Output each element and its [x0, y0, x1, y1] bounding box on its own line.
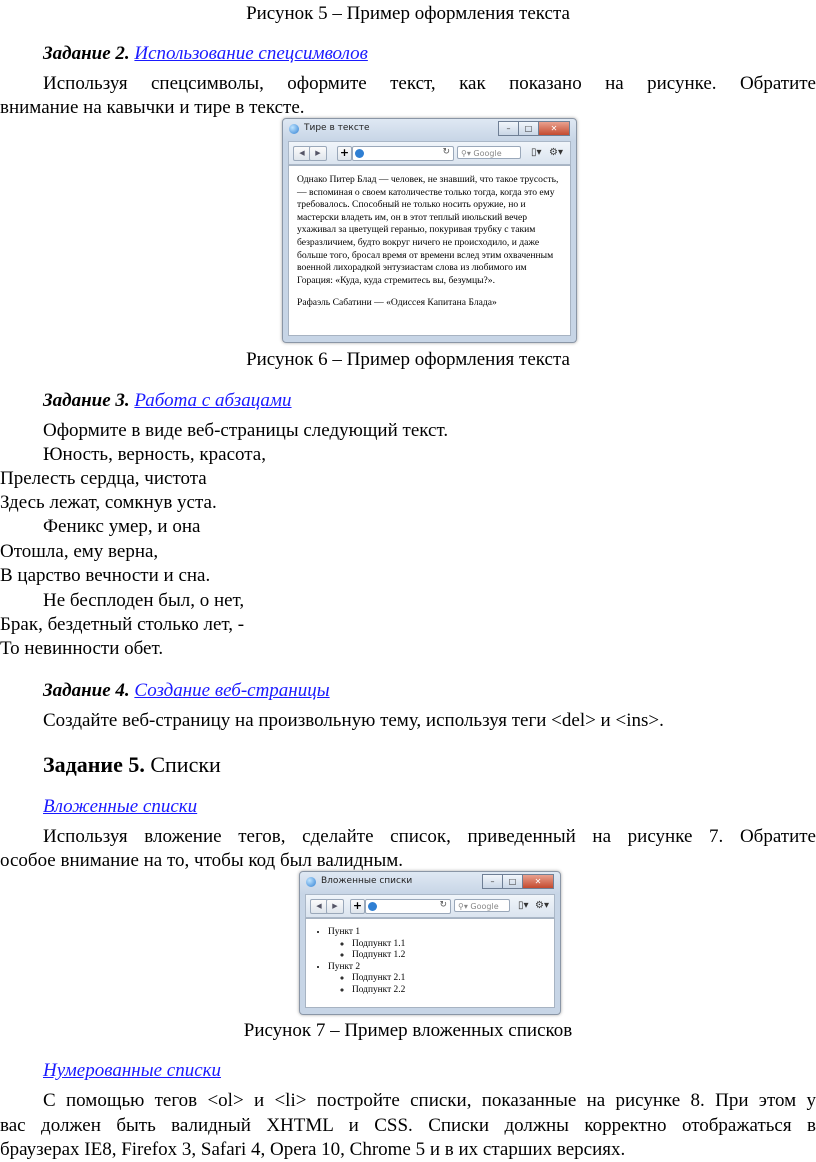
reload-icon[interactable]: ↻	[439, 900, 447, 910]
task-2-text-line1: Используя спецсимволы, оформите текст, как показано на рисунке. Обратите	[43, 73, 816, 94]
figure-7-caption: Рисунок 7 – Пример вложенных списков	[243, 1020, 573, 1041]
search-icon: ⚲▾	[461, 149, 471, 158]
window-title: Вложенные списки	[321, 876, 413, 886]
page-menu-icon[interactable]: ▯▾	[518, 900, 529, 911]
list-item-label: Пункт 2	[328, 961, 361, 972]
search-box[interactable]	[457, 146, 521, 159]
close-icon[interactable]: ✕	[538, 121, 570, 136]
page-globe-icon	[355, 149, 364, 158]
task-4-text: Создайте веб-страницу на произвольную тему, используя теги <del> и <ins>.	[43, 710, 664, 731]
nested-text-line2: особое внимание на то, чтобы код был валидным.	[0, 850, 403, 871]
browser-toolbar	[288, 141, 571, 165]
task-3-intro: Оформите в виде веб-страницы следующий текст.	[43, 420, 449, 441]
list-item	[328, 962, 405, 997]
browser-icon	[306, 877, 316, 887]
browser-viewport	[288, 165, 571, 336]
poem-line: Здесь лежат, сомкнув уста.	[0, 492, 217, 513]
forward-arrow-icon[interactable]: ▶	[326, 899, 344, 914]
numbered-text-line3: браузерах IE8, Firefox 3, Safari 4, Opera 10, Chrome 5 и в их старших версиях.	[0, 1139, 626, 1160]
list-item	[328, 927, 405, 962]
back-arrow-icon[interactable]: ◀	[293, 146, 311, 161]
nested-lists-link[interactable]: Вложенные списки	[43, 796, 198, 817]
address-bar[interactable]	[365, 899, 451, 914]
browser-toolbar	[305, 894, 555, 918]
task-3-link[interactable]: Работа с абзацами	[134, 390, 292, 411]
task-2-label: Задание 2.	[43, 43, 130, 64]
search-icon: ⚲▾	[458, 902, 468, 911]
window-titlebar	[300, 872, 560, 892]
forward-arrow-icon[interactable]: ▶	[309, 146, 327, 161]
poem-line: Отошла, ему верна,	[0, 541, 159, 562]
inner-list	[328, 973, 405, 996]
task-4-label: Задание 4.	[43, 680, 130, 701]
poem-line: Прелесть сердца, чистота	[0, 468, 207, 489]
quote-signature: Рафаэль Сабатини — «Одиссея Капитана Блада»	[297, 297, 497, 309]
search-placeholder: Google	[470, 902, 499, 911]
sub-list-item: ◦ Подпункт 2.1	[352, 973, 405, 985]
list-item-label: Пункт 1	[328, 927, 361, 937]
poem-line: Брак, бездетный столько лет, -	[0, 614, 245, 635]
quote-paragraph: Однако Питер Блад — человек, не знавший, что такое трусость, — вспоминая о своем католичестве только тогда, когда это ему требовалось. Способный не только носить оружие, но и мастерски владеть им, он в этот теплый июльский вечер ухаживал за цветущей геранью, покуривая трубку с таким безразличием, будто вокруг ничего не происходило, и даже больше того, бросал время от времени вслед этим охваченным военной лихорадкой энтузиастам слова из любимого им Горация: «Куда, куда стремитесь вы, безумцы?».	[297, 174, 559, 286]
new-tab-plus-icon[interactable]: +	[337, 146, 352, 161]
window-titlebar	[283, 119, 576, 139]
task-4-heading	[43, 679, 330, 703]
task-2-heading	[43, 42, 368, 66]
search-box[interactable]	[454, 899, 510, 912]
nested-text-line1: Используя вложение тегов, сделайте список, приведенный на рисунке 7. Обратите	[43, 826, 816, 847]
minimize-icon[interactable]: –	[498, 121, 519, 136]
task-4-link[interactable]: Создание веб-страницы	[134, 680, 330, 701]
inner-list	[328, 939, 405, 962]
figure-6-caption: Рисунок 6 – Пример оформления текста	[246, 349, 570, 370]
numbered-lists-heading	[43, 1059, 221, 1083]
minimize-icon[interactable]: –	[482, 874, 503, 889]
figure-5-caption: Рисунок 5 – Пример оформления текста	[246, 3, 570, 24]
task-5-title: Списки	[150, 752, 221, 777]
poem-line: Юность, верность, красота,	[43, 444, 266, 465]
poem-line: Феникс умер, и она	[43, 516, 201, 537]
task-3-label: Задание 3.	[43, 390, 130, 411]
address-bar[interactable]	[352, 146, 454, 161]
browser-window-nested-lists	[299, 871, 561, 1015]
nested-lists-heading	[43, 795, 197, 819]
numbered-text-line2: вас должен быть валидный XHTML и CSS. Списки должны корректно отображаться в	[0, 1115, 816, 1136]
task-5-label: Задание 5.	[43, 752, 145, 777]
numbered-text-line1: С помощью тегов <ol> и <li> постройте списки, показанные на рисунке 8. При этом у	[43, 1090, 816, 1111]
window-title: Тире в тексте	[304, 123, 370, 133]
gear-icon[interactable]: ⚙▾	[535, 900, 549, 911]
gear-icon[interactable]: ⚙▾	[549, 147, 563, 158]
page-menu-icon[interactable]: ▯▾	[531, 147, 542, 158]
poem-line: В царство вечности и сна.	[0, 565, 211, 586]
sub-list-item: ◦ Подпункт 1.2	[352, 950, 405, 962]
browser-viewport	[305, 918, 555, 1008]
maximize-icon[interactable]: □	[502, 874, 523, 889]
back-arrow-icon[interactable]: ◀	[310, 899, 328, 914]
new-tab-plus-icon[interactable]: +	[350, 899, 365, 914]
task-3-heading	[43, 389, 292, 413]
task-2-link[interactable]: Использование спецсимволов	[134, 43, 368, 64]
browser-window-dashes	[282, 118, 577, 343]
sub-list-item: ◦ Подпункт 1.1	[352, 939, 405, 951]
task-5-heading	[43, 751, 221, 779]
task-2-text-line2: внимание на кавычки и тире в тексте.	[0, 97, 305, 118]
numbered-lists-link[interactable]: Нумерованные списки	[43, 1060, 222, 1081]
maximize-icon[interactable]: □	[518, 121, 539, 136]
browser-icon	[289, 124, 299, 134]
search-placeholder: Google	[473, 149, 502, 158]
reload-icon[interactable]: ↻	[442, 147, 450, 157]
close-icon[interactable]: ✕	[522, 874, 554, 889]
outer-list	[314, 927, 405, 996]
poem-line: То невинности обет.	[0, 638, 164, 659]
poem-line: Не бесплоден был, о нет,	[43, 590, 245, 611]
page-globe-icon	[368, 902, 377, 911]
sub-list-item: ◦ Подпункт 2.2	[352, 985, 405, 997]
